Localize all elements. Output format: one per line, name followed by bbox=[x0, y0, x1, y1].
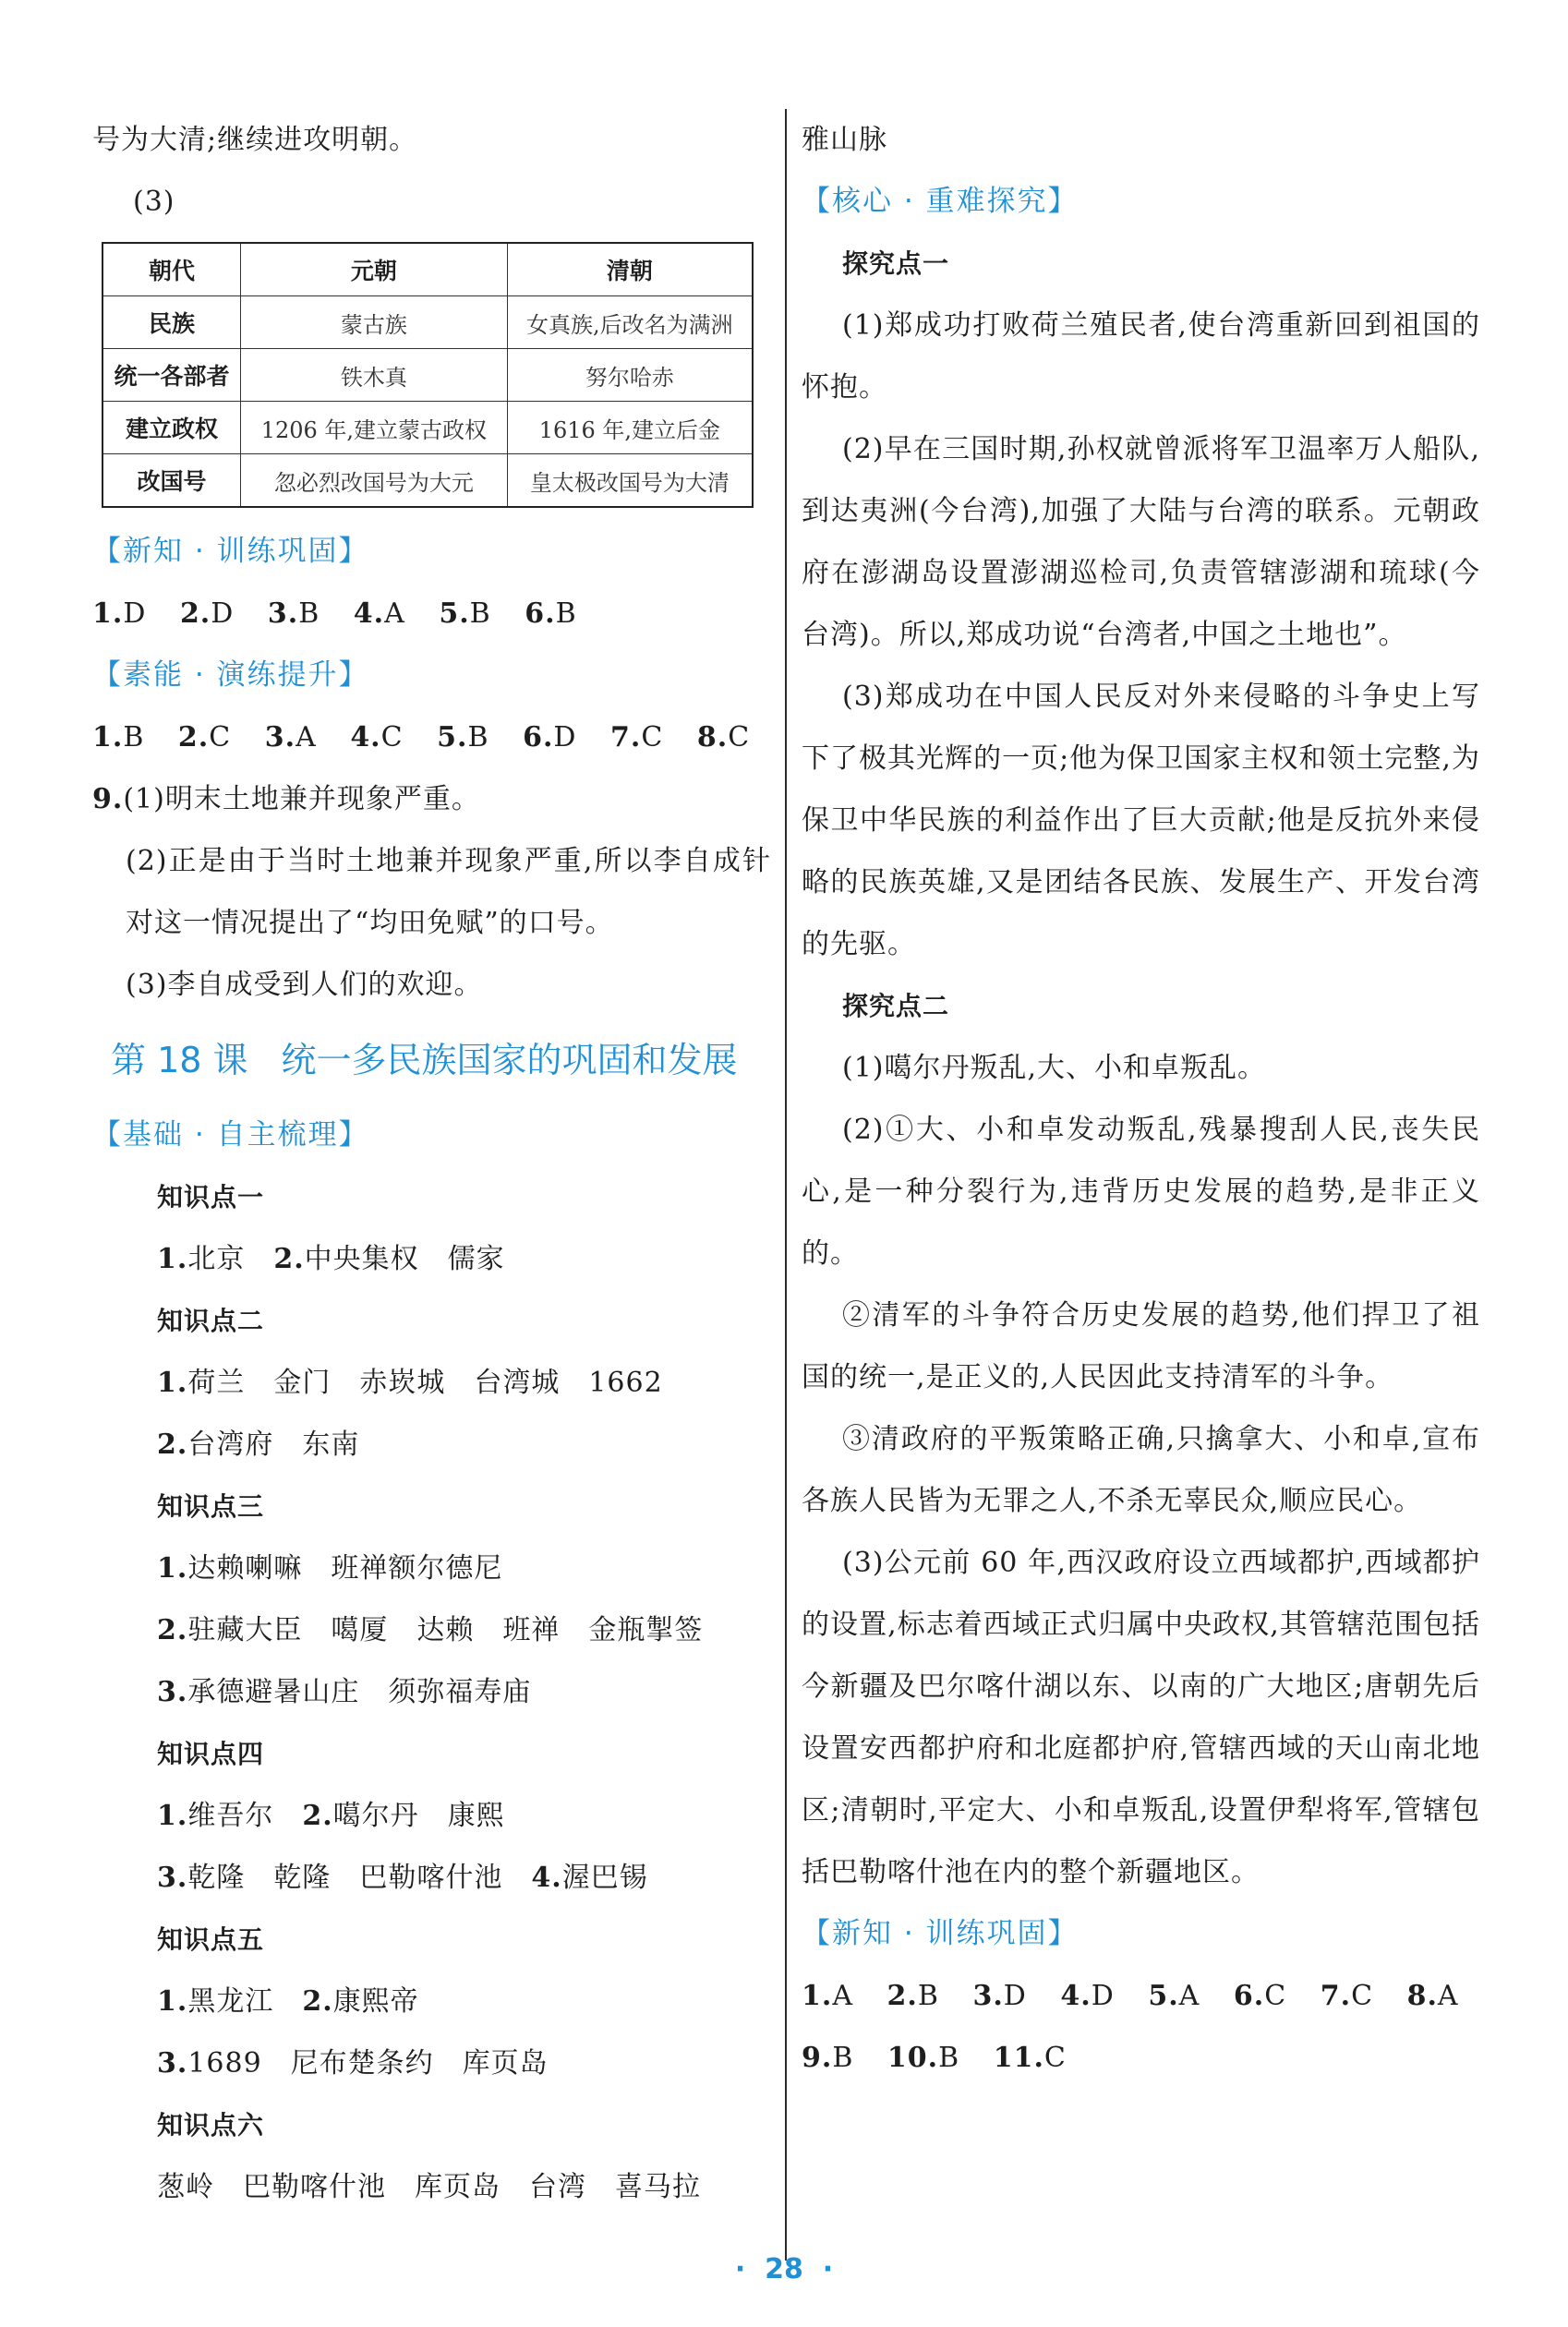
knowledge-answer-line bbox=[92, 1414, 771, 1476]
table-header-cell: 元朝 bbox=[241, 243, 508, 296]
question-number: 1. bbox=[92, 721, 124, 754]
question-number: 9. bbox=[802, 2042, 833, 2074]
answer-letter: D bbox=[1091, 1980, 1115, 2012]
q9-part2: (2)正是由于当时土地兼并现象严重,所以李自成针对这一情况提出了“均田免赋”的口号。 bbox=[126, 845, 771, 939]
question-number: 2. bbox=[177, 721, 210, 754]
question-number: 8. bbox=[696, 721, 729, 754]
table-header-cell: 清朝 bbox=[507, 243, 753, 296]
answer-letter: B bbox=[555, 597, 577, 630]
answer-letter: A bbox=[832, 1980, 853, 2012]
table-cell: 1616 年,建立后金 bbox=[507, 402, 753, 454]
answer-letter: A bbox=[384, 597, 405, 630]
lesson-heading bbox=[92, 1016, 771, 1104]
table-row bbox=[103, 349, 753, 402]
table-cell: 蒙古族 bbox=[241, 296, 508, 349]
q9-part3: (3)李自成受到人们的欢迎。 bbox=[126, 969, 483, 1001]
continued-text: 雅山脉 bbox=[802, 124, 887, 156]
knowledge-answer-line bbox=[92, 2032, 771, 2094]
answer-letter: B bbox=[938, 2042, 960, 2074]
paragraph: ③清政府的平叛策略正确,只擒拿大、小和卓,宣布各族人民皆为无罪之人,不杀无辜民众,顺应民心。 bbox=[802, 1423, 1480, 1517]
answer-letter: A bbox=[1437, 1980, 1459, 2012]
question-number: 4. bbox=[353, 597, 385, 630]
q9-part1-text: (1)明末土地兼并现象严重。 bbox=[123, 783, 480, 815]
knowledge-answer-line: 葱岭 巴勒喀什池 库页岛 台湾 喜马拉 bbox=[157, 2171, 701, 2203]
answer-letter: C bbox=[1351, 1980, 1374, 2012]
question-number: 1. bbox=[92, 597, 124, 630]
answer-row bbox=[802, 1965, 1480, 2027]
lesson-title: 统一多民族国家的巩固和发展 bbox=[281, 1040, 738, 1080]
paragraph: (1)噶尔丹叛乱,大、小和卓叛乱。 bbox=[842, 1052, 1267, 1084]
row-header-cell: 改国号 bbox=[103, 454, 241, 508]
question-number: 2. bbox=[179, 597, 211, 630]
knowledge-point-heading: 知识点三 bbox=[157, 1491, 265, 1522]
question-number: 4. bbox=[1060, 1980, 1092, 2012]
question-number: 5. bbox=[439, 597, 470, 630]
item-text: 噶尔丹 康熙 bbox=[332, 1800, 505, 1832]
question-number: 5. bbox=[437, 721, 468, 754]
item-text: 康熙帝 bbox=[332, 1985, 419, 2018]
row-header-cell: 建立政权 bbox=[103, 402, 241, 454]
item-number: 2. bbox=[157, 1429, 188, 1461]
knowledge-point-heading: 知识点二 bbox=[157, 1306, 265, 1336]
knowledge-answer-line bbox=[92, 1847, 771, 1909]
item-number: 1. bbox=[157, 1367, 188, 1399]
section-tag-xinzhi: 【新知 · 训练巩固】 bbox=[92, 535, 369, 568]
dynasty-comparison-table bbox=[102, 242, 754, 508]
answer-letter: A bbox=[1178, 1980, 1200, 2012]
knowledge-answer-line bbox=[92, 1785, 771, 1847]
question-number: 2. bbox=[887, 1980, 918, 2012]
question-number: 7. bbox=[1320, 1980, 1352, 2012]
answer-row bbox=[92, 706, 771, 768]
paragraph: (3)郑成功在中国人民反对外来侵略的斗争史上写下了极其光辉的一页;他为保卫国家主权和领土完整,为保卫中华民族的利益作出了巨大贡献;他是反抗外来侵略的民族英雄,又是团结各民族、发展生产、开发台湾的先驱。 bbox=[802, 681, 1480, 960]
question-number: 10. bbox=[887, 2042, 939, 2074]
table-row bbox=[103, 296, 753, 349]
answer-letter: C bbox=[380, 721, 404, 754]
table-cell: 1206 年,建立蒙古政权 bbox=[241, 402, 508, 454]
paragraph: (1)郑成功打败荷兰殖民者,使台湾重新回到祖国的怀抱。 bbox=[802, 309, 1480, 404]
answer-letter: B bbox=[917, 1980, 939, 2012]
column-divider bbox=[785, 109, 787, 2261]
table-cell: 铁木真 bbox=[241, 349, 508, 402]
answer-letter: D bbox=[211, 597, 235, 630]
answer-letter: D bbox=[553, 721, 577, 754]
part-3-label: (3) bbox=[133, 186, 175, 218]
answer-letter: C bbox=[728, 721, 751, 754]
item-number: 3. bbox=[157, 2047, 188, 2080]
paragraph: (3)公元前 60 年,西汉政府设立西域都护,西域都护的设置,标志着西域正式归属中央政权,其管辖范围包括今新疆及巴尔喀什湖以东、以南的广大地区;唐朝先后设置安西都护府和北庭都护府,管辖西域的天山南北地区;清朝时,平定大、小和卓叛乱,设置伊犁将军,管辖包括巴勒喀什池在内的整个新疆地区。 bbox=[802, 1547, 1480, 1888]
question-number: 5. bbox=[1148, 1980, 1179, 2012]
question-number: 6. bbox=[1233, 1980, 1265, 2012]
page-number-value: 28 bbox=[765, 2253, 803, 2285]
question-number: 3. bbox=[267, 597, 299, 630]
table-header-cell: 朝代 bbox=[103, 243, 241, 296]
paragraph: (2)①大、小和卓发动叛乱,残暴搜刮人民,丧失民心,是一种分裂行为,违背历史发展的趋势,是非正义的。 bbox=[802, 1114, 1480, 1270]
answer-row bbox=[92, 583, 771, 645]
item-number: 3. bbox=[157, 1676, 188, 1708]
table-cell: 女真族,后改名为满洲 bbox=[507, 296, 753, 349]
answer-letter: C bbox=[209, 721, 232, 754]
item-text: 台湾府 东南 bbox=[187, 1429, 360, 1461]
item-text: 北京 bbox=[187, 1243, 246, 1275]
continued-text: 号为大清;继续进攻明朝。 bbox=[92, 124, 418, 156]
question-number: 4. bbox=[350, 721, 381, 754]
question-number: 3. bbox=[972, 1980, 1004, 2012]
item-number: 1. bbox=[157, 1243, 188, 1275]
answer-row bbox=[802, 2027, 1480, 2089]
item-number: 2. bbox=[157, 1614, 188, 1646]
answer-letter: B bbox=[298, 597, 320, 630]
knowledge-answer-line bbox=[92, 1971, 771, 2032]
question-number: 9. bbox=[92, 783, 124, 815]
knowledge-answer-line bbox=[92, 1661, 771, 1723]
section-tag-hexin: 【核心 · 重难探究】 bbox=[802, 185, 1079, 218]
knowledge-answer-line bbox=[92, 1228, 771, 1290]
knowledge-answer-line bbox=[92, 1599, 771, 1661]
table-row bbox=[103, 454, 753, 508]
table-cell: 皇太极改国号为大清 bbox=[507, 454, 753, 508]
item-number: 4. bbox=[531, 1862, 562, 1894]
answer-letter: C bbox=[1264, 1980, 1287, 2012]
answer-letter: D bbox=[1003, 1980, 1027, 2012]
left-column bbox=[92, 109, 771, 2218]
item-number: 2. bbox=[302, 1800, 333, 1832]
item-text: 中央集权 儒家 bbox=[304, 1243, 505, 1275]
item-number: 1. bbox=[157, 1800, 188, 1832]
knowledge-answer-line bbox=[92, 1537, 771, 1599]
knowledge-answer-line bbox=[92, 1352, 771, 1414]
knowledge-point-heading: 知识点五 bbox=[157, 1924, 265, 1955]
table-row bbox=[103, 402, 753, 454]
item-text: 渥巴锡 bbox=[561, 1862, 648, 1894]
table-header-row bbox=[103, 243, 753, 296]
item-text: 乾隆 乾隆 巴勒喀什池 bbox=[187, 1862, 503, 1894]
row-header-cell: 民族 bbox=[103, 296, 241, 349]
q9-part1 bbox=[92, 768, 771, 830]
paragraph: (2)早在三国时期,孙权就曾派将军卫温率万人船队,到达夷洲(今台湾),加强了大陆与台湾的联系。元朝政府在澎湖岛设置澎湖巡检司,负责管辖澎湖和琉球(今台湾)。所以,郑成功说“台湾者,中国之土地也”。 bbox=[802, 433, 1480, 651]
table-cell: 忽必烈改国号为大元 bbox=[241, 454, 508, 508]
item-text: 驻藏大臣 噶厦 达赖 班禅 金瓶掣签 bbox=[187, 1614, 704, 1646]
row-header-cell: 统一各部者 bbox=[103, 349, 241, 402]
section-tag-suneng: 【素能 · 演练提升】 bbox=[92, 658, 369, 692]
item-text: 维吾尔 bbox=[187, 1800, 274, 1832]
table-cell: 努尔哈赤 bbox=[507, 349, 753, 402]
item-number: 3. bbox=[157, 1862, 188, 1894]
section-tag-xinzhi: 【新知 · 训练巩固】 bbox=[802, 1917, 1079, 1950]
item-number: 1. bbox=[157, 1552, 188, 1585]
question-number: 11. bbox=[993, 2042, 1044, 2074]
answer-letter: B bbox=[123, 721, 145, 754]
right-column bbox=[802, 109, 1480, 2089]
question-number: 8. bbox=[1406, 1980, 1438, 2012]
answer-letter: B bbox=[469, 597, 491, 630]
item-text: 黑龙江 bbox=[187, 1985, 274, 2018]
inquiry-point-heading: 探究点二 bbox=[842, 991, 950, 1021]
answer-letter: B bbox=[832, 2042, 854, 2074]
knowledge-point-heading: 知识点一 bbox=[157, 1182, 265, 1212]
item-text: 1689 尼布楚条约 库页岛 bbox=[187, 2047, 549, 2080]
answer-letter: A bbox=[296, 721, 317, 754]
answer-letter: B bbox=[467, 721, 489, 754]
item-number: 2. bbox=[273, 1243, 305, 1275]
answer-letter: C bbox=[1043, 2042, 1067, 2074]
knowledge-point-heading: 知识点六 bbox=[157, 2110, 265, 2140]
page-number: · 28 · bbox=[734, 2253, 834, 2285]
item-text: 承德避暑山庄 须弥福寿庙 bbox=[187, 1676, 532, 1708]
question-number: 3. bbox=[264, 721, 296, 754]
answer-letter: C bbox=[641, 721, 664, 754]
question-number: 1. bbox=[802, 1980, 833, 2012]
lesson-number: 第 18 课 bbox=[111, 1040, 248, 1080]
item-number: 2. bbox=[302, 1985, 333, 2018]
answer-letter: D bbox=[123, 597, 147, 630]
question-number: 6. bbox=[523, 721, 554, 754]
question-number: 6. bbox=[525, 597, 556, 630]
item-number: 1. bbox=[157, 1985, 188, 2018]
section-tag-jichu: 【基础 · 自主梳理】 bbox=[92, 1118, 369, 1151]
question-number: 7. bbox=[610, 721, 642, 754]
item-text: 荷兰 金门 赤崁城 台湾城 1662 bbox=[187, 1367, 663, 1399]
inquiry-point-heading: 探究点一 bbox=[842, 248, 950, 279]
knowledge-point-heading: 知识点四 bbox=[157, 1739, 265, 1769]
item-text: 达赖喇嘛 班禅额尔德尼 bbox=[187, 1552, 503, 1585]
paragraph: ②清军的斗争符合历史发展的趋势,他们捍卫了祖国的统一,是正义的,人民因此支持清军的斗争。 bbox=[802, 1299, 1480, 1393]
